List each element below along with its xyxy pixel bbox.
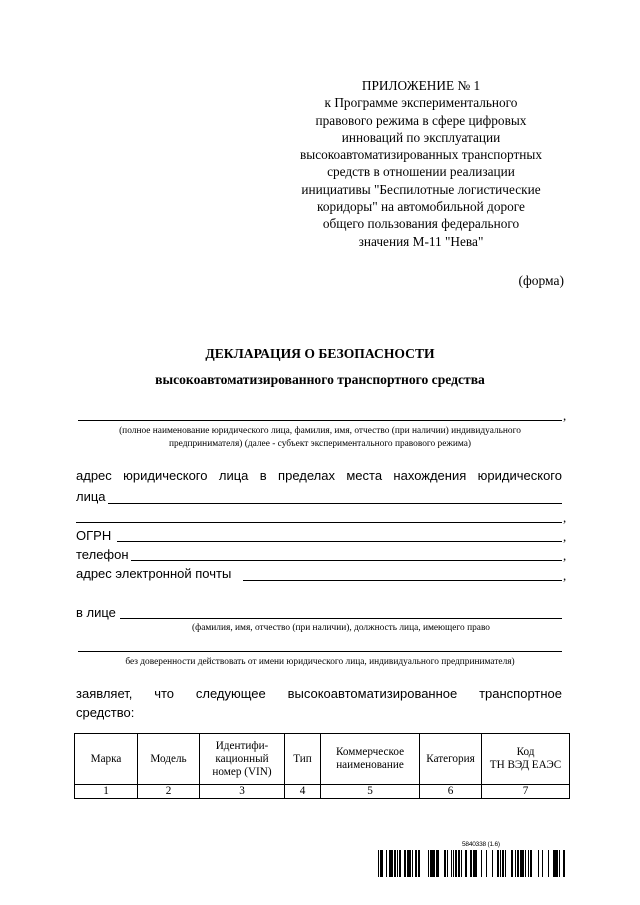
header-tn-ved: Код ТН ВЭД ЕАЭС — [482, 734, 570, 785]
email-label: адрес электронной почты — [76, 566, 232, 581]
appendix-line: высокоавтоматизированных транспортных — [300, 147, 542, 163]
form-tag: (форма) — [518, 273, 564, 288]
address-line-1[interactable] — [108, 503, 562, 504]
header-type: Тип — [285, 734, 321, 785]
column-number: 6 — [420, 785, 482, 799]
header-vin: Идентифи- кационный номер (VIN) — [200, 734, 285, 785]
email-line[interactable] — [243, 580, 562, 581]
column-number: 7 — [482, 785, 570, 799]
appendix-line: инноваций по эксплуатации — [341, 129, 501, 145]
ogrn-line[interactable] — [117, 541, 562, 542]
header-brand: Марка — [75, 734, 138, 785]
document-subtitle: высокоавтоматизированного транспортного средства — [155, 372, 485, 387]
address-label: адрес юридического лица в пределах места нахождения юридического — [76, 468, 562, 483]
document-title: ДЕКЛАРАЦИЯ О БЕЗОПАСНОСТИ — [205, 346, 435, 361]
column-number: 5 — [321, 785, 420, 799]
column-number: 1 — [75, 785, 138, 799]
appendix-line: правового режима в сфере цифровых — [315, 112, 527, 128]
header-commercial-name: Коммерческое наименование — [321, 734, 420, 785]
declares-text-cont: средство: — [76, 705, 135, 720]
caption-line: предпринимателя) (далее - субъект экспериментального правового режима) — [168, 438, 472, 449]
table-number-row — [75, 785, 570, 799]
comma: , — [563, 548, 567, 563]
appendix-line: значения М-11 "Нева" — [358, 233, 484, 249]
representative-line-2[interactable] — [78, 651, 562, 652]
comma: , — [563, 510, 567, 525]
entity-name-line[interactable] — [78, 420, 562, 421]
appendix-line: средств в отношении реализации — [327, 164, 515, 180]
appendix-header — [278, 77, 564, 250]
comma: , — [563, 568, 567, 583]
column-number: 4 — [285, 785, 321, 799]
caption-line: (полное наименование юридического лица, фамилия, имя, отчество (при наличии) индивидуального — [119, 426, 521, 436]
ogrn-label: ОГРН — [76, 528, 112, 543]
phone-label: телефон — [76, 547, 129, 562]
represented-label: в лице — [76, 605, 116, 620]
appendix-line: инициативы "Беспилотные логистические — [301, 181, 541, 197]
vehicle-table — [74, 733, 570, 799]
column-number: 3 — [200, 785, 285, 799]
column-number: 2 — [138, 785, 200, 799]
appendix-line: общего пользования федерального — [322, 216, 520, 232]
barcode-label: 5840338 (1.6) — [462, 841, 500, 848]
address-label-cont: лица — [76, 489, 106, 504]
address-line-2[interactable] — [76, 522, 562, 523]
entity-caption — [78, 425, 562, 450]
person-caption: (фамилия, имя, отчество (при наличии), должность лица, имеющего право — [192, 623, 490, 633]
header-category: Категория — [420, 734, 482, 785]
comma: , — [563, 408, 567, 423]
phone-line[interactable] — [131, 560, 562, 561]
table-header-row — [75, 734, 570, 785]
declares-text: заявляет, что следующее высокоавтоматизированное транспортное — [76, 686, 562, 701]
representative-line[interactable] — [120, 618, 562, 619]
person-caption-cont: без доверенности действовать от имени юридического лица, индивидуального предпринимателя) — [125, 657, 515, 667]
appendix-line: коридоры" на автомобильной дороге — [317, 199, 525, 215]
appendix-line: ПРИЛОЖЕНИЕ № 1 — [361, 78, 481, 93]
barcode-icon — [376, 850, 566, 877]
header-model: Модель — [138, 734, 200, 785]
comma: , — [563, 529, 567, 544]
appendix-line: к Программе экспериментального — [324, 95, 518, 111]
